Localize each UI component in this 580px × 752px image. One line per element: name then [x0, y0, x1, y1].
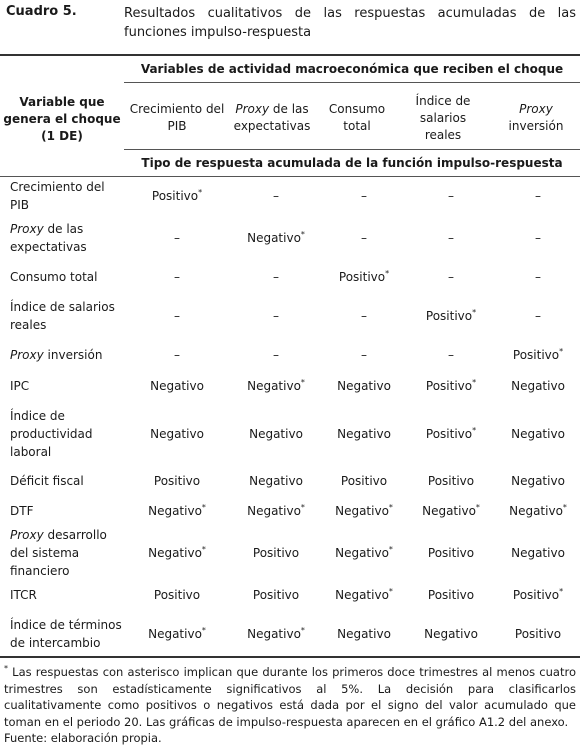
table-row [0, 496, 580, 526]
row-label: Crecimiento del PIB [10, 180, 105, 212]
table-cell: Negativo [249, 427, 303, 441]
table-cell: Negativo [511, 379, 565, 393]
table-cell: Positivo [153, 474, 201, 488]
caption-title: Resultados cualitativos de las respuestas acumuladas de las funciones impulso-respuesta [124, 6, 576, 40]
bottom-rule [0, 656, 580, 658]
column-header: Proxy de las expectativas [233, 102, 311, 133]
table-cell: – [535, 309, 541, 323]
table-cell: Positivo [252, 546, 300, 560]
table-row [0, 370, 580, 402]
table-row [0, 214, 580, 262]
table-cell: Negativo [511, 474, 565, 488]
table-cell: Negativo* [148, 503, 206, 518]
table-cell: – [361, 309, 367, 323]
table-cell: – [174, 231, 180, 245]
table-cell: – [273, 309, 279, 323]
table-row [0, 262, 580, 292]
table-cell: Positivo [427, 588, 475, 602]
row-label: DTF [10, 504, 34, 518]
table-cell: – [361, 189, 367, 203]
row-label: ITCR [10, 588, 37, 602]
table-cell: – [361, 231, 367, 245]
table-cell: Negativo* [148, 626, 206, 641]
table-cell: Positivo* [425, 426, 477, 441]
table-cell: Negativo* [247, 230, 305, 245]
table-cell: Negativo* [148, 545, 206, 560]
table-row [0, 466, 580, 496]
table-cell: – [273, 348, 279, 362]
table-cell: – [448, 231, 454, 245]
table-cell: – [361, 348, 367, 362]
table-cell: Negativo [337, 379, 391, 393]
table-cell: Negativo [150, 427, 204, 441]
table-cell: Negativo* [509, 503, 567, 518]
table-cell: Positivo [340, 474, 388, 488]
table-cell: Positivo* [425, 308, 477, 323]
table-cell: – [174, 270, 180, 284]
column-header: Proxy inversión [508, 102, 564, 133]
table-row [0, 292, 580, 340]
table-cell: Negativo [249, 474, 303, 488]
table-cell: Positivo* [151, 188, 203, 203]
table-cell: – [174, 348, 180, 362]
table-cell: Negativo [337, 427, 391, 441]
table-cell: Negativo [511, 427, 565, 441]
table-row [0, 580, 580, 610]
row-label: Índice de productividad laboral [10, 409, 93, 459]
table-cell: – [535, 270, 541, 284]
footnote [4, 664, 576, 747]
spanning-rule-top [124, 82, 580, 83]
caption-label: Cuadro 5. [6, 4, 77, 19]
table-cell: – [174, 309, 180, 323]
table-cell: Positivo [153, 588, 201, 602]
table-cell: – [448, 348, 454, 362]
row-label: Índice de términos de intercambio [10, 618, 122, 650]
table-row [0, 340, 580, 370]
table-cell: Positivo* [512, 347, 564, 362]
table-cell: Negativo* [335, 545, 393, 560]
table-cell: – [535, 189, 541, 203]
table-cell: Negativo* [335, 503, 393, 518]
source-note: Fuente: elaboración propia. [4, 731, 162, 745]
column-header: Índice de salarios reales [415, 93, 471, 142]
table-cell: – [448, 189, 454, 203]
table-cell: Positivo* [425, 378, 477, 393]
table-cell: – [273, 270, 279, 284]
table-cell: Positivo [514, 627, 562, 641]
row-header: Variable que genera el choque (1 DE) [3, 95, 121, 143]
header-bottom-rule [0, 176, 580, 177]
table-cell: Negativo [424, 627, 478, 641]
table-cell: Negativo [150, 379, 204, 393]
top-rule [0, 54, 580, 56]
spanning-header-bottom: Tipo de respuesta acumulada de la función impulso-respuesta [141, 156, 563, 170]
table-row [0, 402, 580, 466]
table-caption [6, 4, 576, 42]
footnote-text: Las respuestas con asterisco implican que durante los primeros doce trimestres al menos cuatro trimestres son estadísticamente significativos al 5%. La decisión para clasificarlos cualitativamente como positivos o negativos está dada por el signo del valor acumulado que toman en el periodo 20. Las gráficas de impulso-respuesta aparecen en el gráfico A1.2 del anexo. [4, 665, 576, 729]
column-header: Crecimiento del PIB [129, 102, 225, 133]
table-cell: Negativo* [247, 378, 305, 393]
table-cell: Negativo* [422, 503, 480, 518]
column-header: Consumo total [328, 102, 386, 133]
row-label: Consumo total [10, 270, 98, 284]
table-cell: Positivo [427, 546, 475, 560]
table-cell: Negativo [511, 546, 565, 560]
table-row [0, 526, 580, 580]
table-row [0, 178, 580, 214]
row-label: Déficit fiscal [10, 474, 84, 488]
table-cell: Positivo [252, 588, 300, 602]
footnote-marker: * [4, 664, 8, 674]
row-label: Índice de salarios reales [10, 300, 115, 332]
table-row [0, 610, 580, 658]
table-cell: – [448, 270, 454, 284]
row-label: Proxy de las expectativas [10, 222, 87, 254]
table-cell: Positivo [427, 474, 475, 488]
row-label: IPC [10, 379, 30, 393]
spanning-rule-mid [124, 149, 580, 150]
row-label: Proxy desarrollo del sistema financiero [10, 528, 107, 578]
table-cell: – [273, 189, 279, 203]
table-cell: Positivo* [338, 269, 390, 284]
table-cell: – [535, 231, 541, 245]
table-cell: Negativo* [335, 587, 393, 602]
table-cell: Negativo* [247, 626, 305, 641]
results-table [0, 178, 580, 658]
table-cell: Negativo* [247, 503, 305, 518]
table-cell: Positivo* [512, 587, 564, 602]
spanning-header-top: Variables de actividad macroeconómica que reciben el choque [140, 62, 564, 76]
table-cell: Negativo [337, 627, 391, 641]
row-label: Proxy inversión [10, 348, 103, 362]
